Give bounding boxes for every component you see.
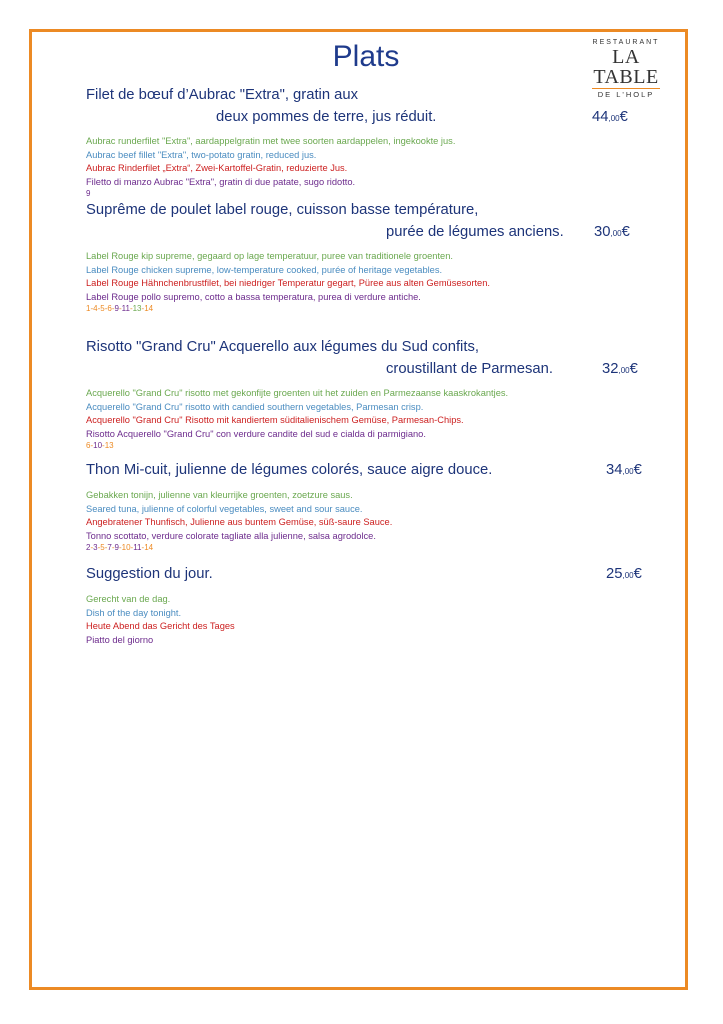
translation-it: Filetto di manzo Aubrac "Extra", gratin di due patate, sugo ridotto.: [86, 176, 356, 187]
translation-de: Acquerello "Grand Cru" Risotto mit kandiertem süditalienischem Gemüse, Parmesan-Chips.: [86, 415, 464, 425]
price-currency: €: [621, 224, 630, 240]
translation-de: Heute Abend das Gericht des Tages: [86, 621, 235, 631]
allergen-separator: -: [130, 543, 134, 552]
logo-main-text: LA TABLE: [593, 46, 659, 88]
translation-it: Piatto del giorno: [86, 634, 154, 645]
dish-name-line2-row: [86, 106, 646, 128]
dish-name-line2: purée de légumes anciens.: [386, 224, 564, 240]
allergen-separator: -: [90, 304, 94, 313]
dish-name-line2: deux pommes de terre, jus réduit.: [216, 109, 437, 125]
allergen-code: 9: [114, 543, 119, 552]
allergen-code: 4: [93, 304, 98, 313]
allergen-separator: -: [97, 543, 101, 552]
price-main: 30: [594, 224, 611, 240]
translation-nl: Aubrac runderfilet "Extra", aardappelgratin met twee soorten aardappelen, ingekookte jus.: [86, 136, 456, 146]
allergen-separator: -: [118, 543, 122, 552]
dish-price: [602, 358, 638, 382]
dish-name-line2-row: [86, 221, 646, 243]
allergen-separator: -: [118, 304, 122, 313]
allergen-list: [86, 304, 153, 314]
dish-name-line1: Filet de bœuf d’Aubrac "Extra", gratin aux: [86, 87, 359, 103]
dish-name-line1: Risotto "Grand Cru" Acquerello aux légumes du Sud confits,: [86, 339, 479, 355]
allergen-code: 6: [86, 441, 91, 450]
translation-en: Dish of the day tonight.: [86, 607, 182, 618]
dish-name-line1-row: [86, 459, 646, 481]
price-currency: €: [619, 109, 628, 125]
dish-price: [606, 563, 642, 587]
allergen-code: 10: [93, 441, 103, 450]
allergen-separator: -: [90, 441, 94, 450]
price-currency: €: [629, 361, 638, 377]
allergen-code: 7: [107, 543, 112, 552]
dish-name-line2-row: [86, 358, 646, 380]
dish-name-line1: Suprême de poulet label rouge, cuisson basse température,: [86, 202, 479, 218]
price-cents: ,00: [608, 114, 620, 123]
translation-en: Seared tuna, julienne of colorful vegetables, sweet and sour sauce.: [86, 503, 363, 514]
allergen-code: 1: [86, 304, 91, 313]
price-cents: ,00: [622, 467, 634, 476]
price-cents: ,00: [618, 366, 630, 375]
dish-name-line1-row: [86, 563, 646, 585]
price-main: 34: [606, 462, 623, 478]
dish-price: [592, 106, 628, 130]
allergen-list: [86, 189, 90, 199]
dish-filet-boeuf: [86, 84, 646, 128]
price-main: 44: [592, 109, 609, 125]
price-main: 25: [606, 566, 623, 582]
translation-it: Label Rouge pollo supremo, cotto a bassa temperatura, purea di verdure antiche.: [86, 291, 421, 302]
allergen-code: 11: [121, 304, 130, 313]
allergen-separator: -: [104, 304, 108, 313]
restaurant-logo: [586, 38, 666, 99]
allergen-list: [86, 441, 114, 451]
dish-name-line1: Suggestion du jour.: [86, 566, 213, 582]
dish-price: [606, 459, 642, 483]
allergen-code: 5: [100, 304, 105, 313]
allergen-separator: -: [111, 543, 115, 552]
allergen-code: 13: [132, 304, 142, 313]
translation-en: Label Rouge chicken supreme, low-temperature cooked, purée of heritage vegetables.: [86, 264, 443, 275]
allergen-code: 10: [121, 543, 131, 552]
allergen-code: 13: [104, 441, 114, 450]
dish-price: [594, 221, 630, 245]
allergen-code: 5: [100, 543, 105, 552]
price-cents: ,00: [610, 229, 622, 238]
allergen-code: 14: [144, 304, 154, 313]
page-title: Plats: [332, 40, 400, 73]
logo-sub-text: DE L'HOLP: [597, 90, 655, 99]
dish-name-line2: croustillant de Parmesan.: [386, 361, 553, 377]
price-main: 32: [602, 361, 619, 377]
allergen-code: 11: [133, 543, 142, 552]
allergen-separator: -: [129, 304, 133, 313]
price-currency: €: [633, 566, 642, 582]
translation-nl: Gerecht van de dag.: [86, 594, 171, 604]
dish-supreme-poulet: [86, 199, 646, 243]
translation-it: Tonno scottato, verdure colorate tagliate alla julienne, salsa agrodolce.: [86, 530, 376, 541]
dish-risotto: [86, 336, 646, 380]
allergen-code: 3: [93, 543, 98, 552]
translation-en: Acquerello "Grand Cru" risotto with candied southern vegetables, Parmesan crisp.: [86, 401, 424, 412]
translation-de: Angebratener Thunfisch, Julienne aus buntem Gemüse, süß-saure Sauce.: [86, 517, 393, 527]
dish-suggestion-du-jour: [86, 563, 646, 585]
translation-en: Aubrac beef fillet "Extra", two-potato gratin, reduced jus.: [86, 149, 317, 160]
translation-de: Aubrac Rinderfilet „Extra“, Zwei-Kartoffel-Gratin, reduzierte Jus.: [86, 163, 348, 173]
translation-de: Label Rouge Hähnchenbrustfilet, bei niedriger Temperatur gegart, Püree aus alten Gemüsesorten.: [86, 278, 490, 288]
allergen-separator: -: [97, 304, 101, 313]
dish-name-line1: Thon Mi-cuit, julienne de légumes colorés, sauce aigre douce.: [86, 462, 493, 478]
price-currency: €: [633, 462, 642, 478]
allergen-code: 9: [86, 189, 91, 198]
allergen-separator: -: [90, 543, 94, 552]
translation-nl: Acquerello "Grand Cru" risotto met gekonfijte groenten uit het zuiden en Parmezaanse kaaskrokantjes.: [86, 388, 509, 398]
allergen-code: 9: [114, 304, 119, 313]
translation-nl: Label Rouge kip supreme, gegaard op lage temperatuur, puree van traditionele groenten.: [86, 251, 453, 261]
allergen-list: [86, 543, 153, 553]
allergen-separator: -: [111, 304, 115, 313]
dish-thon-mi-cuit: [86, 459, 646, 481]
translation-nl: Gebakken tonijn, julienne van kleurrijke groenten, zoetzure saus.: [86, 490, 353, 500]
allergen-separator: -: [104, 543, 108, 552]
allergen-code: 6: [107, 304, 112, 313]
allergen-code: 14: [144, 543, 154, 552]
price-cents: ,00: [622, 571, 634, 580]
logo-top-text: RESTAURANT: [592, 39, 660, 46]
allergen-separator: -: [141, 543, 145, 552]
allergen-separator: -: [102, 441, 105, 450]
allergen-separator: -: [141, 304, 145, 313]
translation-it: Risotto Acquerello "Grand Cru" con verdure candite del sud e cialda di parmigiano.: [86, 428, 426, 439]
allergen-code: 2: [86, 543, 91, 552]
